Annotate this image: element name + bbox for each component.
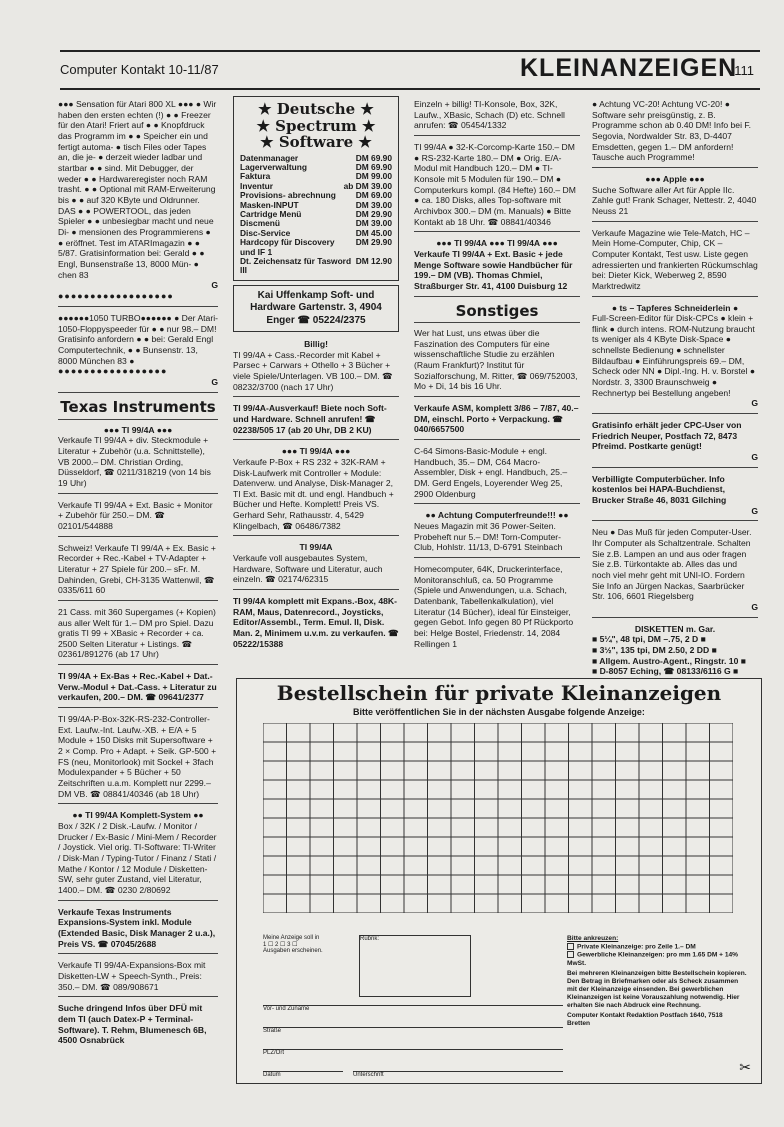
ad-text: Verkaufe TI 99/4A + Ext. Basic + Monitor + Zubehör für 250.– DM. ☎ 02101/544888 bbox=[58, 499, 213, 531]
ad-text: Neues Magazin mit 36 Power-Seiten. Probeheft nur 5.– DM! Torn-Computer-Club, Hohlstr. 11/13, D-6791 Steinbach bbox=[414, 520, 563, 553]
section-heading-ti: Texas Instruments bbox=[58, 396, 218, 420]
ad-text: Gratisinfo erhält jeder CPC-User von Friedrich Neuper, Postfach 72, 8473 Pfreimd. Postkarte genügt! bbox=[592, 420, 742, 452]
product-name: Discmenü bbox=[240, 218, 281, 229]
product-name: Inventur bbox=[240, 180, 274, 191]
signature-label: Unterschrift bbox=[353, 1072, 384, 1078]
product-price: DM 45.00 bbox=[355, 227, 392, 238]
city-label: PLZ/Ort bbox=[263, 1050, 285, 1056]
ad-headline: DISKETTEN m. Gar. bbox=[634, 623, 716, 634]
ad-headline: ● ts – Tapferes Schneiderlein ● bbox=[611, 302, 739, 313]
mail-address: Computer Kontakt Redaktion Postfach 1640, 7518 Bretten bbox=[567, 1011, 723, 1027]
ad-cpc-gratis bbox=[592, 417, 758, 468]
option-private[interactable] bbox=[567, 943, 747, 951]
title-line: ★ Deutsche ★ bbox=[258, 100, 374, 118]
ad-homecomputer bbox=[414, 561, 580, 653]
ad-text: Homecomputer, 64K, Druckerinterface, Monitoranschluß, ca. 50 Programme (Spiele und Anwendungen, u.a. Schach, Datenbank, Tabellenkalkulation), viel Literatur (14 Bücher), ideal für Einsteiger, gegen Gebot. Info gegen 80 Pf Rückporto bei: Helge Bostel, Friedenstr. 14, 2084 Rellingen 1 bbox=[414, 563, 574, 649]
product-price: DM 69.90 bbox=[355, 152, 392, 163]
option-label: Gewerbliche Kleinanzeigen: pro mm 1.65 DM + 14% MwSt. bbox=[567, 951, 739, 967]
info-heading: Bitte ankreuzen: bbox=[567, 935, 619, 942]
ad-text: Verbilligte Computerbücher. Info kostenlos bei HAPA-Buchdienst, Brucker Straße 46, 8031 Gilching bbox=[592, 473, 727, 505]
box-title bbox=[240, 101, 392, 151]
ad-text: Schweiz! Verkaufe TI 99/4A + Ex. Basic + Recorder + Rec.-Kabel + TV-Adapter + Literatur + 27 Spiele für 200.– sFr. M. Dahinden, Grebi, CH-3135 Wattenwil, ☎ 0335/611 60 bbox=[58, 542, 216, 596]
ad-1050-turbo bbox=[58, 310, 218, 393]
title-line: ★ Software ★ bbox=[260, 133, 372, 151]
ad-headline: TI 99/4A bbox=[299, 542, 333, 553]
ad-magazin bbox=[414, 507, 580, 558]
ad-text: Wer hat Lust, uns etwas über die Faszination des Computers für eine wissenschaftliche Studie zu erzählen (Raum Frankfurt)? Institut für Sozialforschung, M. Ritter, ☎ 069/752003, Mo + Di, 14 bis 16 Uhr. bbox=[414, 328, 578, 392]
ad-row: ■ D-8057 Eching, ☎ 08133/6116 G ■ bbox=[592, 666, 739, 677]
ad-tapferes-schneiderlein bbox=[592, 300, 758, 415]
ad-ti-pbox bbox=[233, 443, 399, 536]
date-label: Datum bbox=[263, 1072, 281, 1078]
city-field[interactable] bbox=[263, 1049, 563, 1056]
product-price: DM 12.90 bbox=[355, 255, 392, 266]
info-text: Bei mehreren Kleinanzeigen bitte Bestellschein kopieren. Den Betrag in Briefmarken oder als Scheck zusammen mit der Kleinanzeige einsenden. Bei gewerblichen Kleinanzeigen ist keine Vorauszahlung notwendig. Hier erhalten Sie nach Abdruck eine Rechnung. bbox=[567, 969, 747, 1009]
ad-text: Verkaufe voll ausgebautes System, Hardware, Software und Literatur, auch einzeln. ☎ 02174/62315 bbox=[233, 553, 383, 585]
magazine-issue: Computer Kontakt 10-11/87 bbox=[60, 62, 219, 77]
name-label: Vor- und Zuname bbox=[263, 1006, 310, 1012]
ad-ti-duisburg bbox=[414, 235, 580, 296]
column-2 bbox=[233, 96, 399, 656]
ad-text: ● Achtung VC-20! Achtung VC-20! ● Software sehr preisgünstig, z. B. Programme schon ab 0.40 DM! Info bei F. Segovia, Nordwalder Str. 83, D-4407 Emsdetten, gegen 1.– DM anfordern! Tausche auch Programme! bbox=[592, 99, 752, 163]
ad-text: ●●●●●●1050 TURBO●●●●●● ● Der Atari-1050-Floppyspeeder für ● ● nur 98.– DM! Gratisinfo anfordern ● ● bei: Gerald Engl Computertechnik, ● ● Bunsenstr. 13, 8000 München 83 ● bbox=[58, 312, 218, 366]
street-label: Straße bbox=[263, 1028, 282, 1034]
times-options[interactable]: 1 ☐ 2 ☐ 3 ☐ bbox=[263, 942, 298, 948]
ad-ausverkauf bbox=[233, 400, 399, 440]
product-price: DM 99.00 bbox=[355, 171, 392, 182]
ad-text: Verkaufe Texas Instruments Expansions-System inkl. Module (Extended Basic, Disk Manager 2 u.a.), Preis VS. ☎ 07045/2688 bbox=[58, 906, 216, 949]
ad-row: ■ Allgem. Austro-Agent., Ringstr. 10 ■ bbox=[592, 655, 746, 666]
ad-ti-4 bbox=[58, 604, 218, 665]
ad-mark: G bbox=[211, 377, 218, 388]
ad-mark: G bbox=[751, 505, 758, 516]
ad-spectrum-software bbox=[233, 96, 399, 281]
ad-ti-8 bbox=[58, 904, 218, 955]
ad-ti-system bbox=[233, 539, 399, 590]
vendor-address: Kai Uffenkamp Soft- und Hardware Gartenstr. 3, 4904 Enger ☎ 05224/2375 bbox=[233, 285, 399, 332]
column-1 bbox=[58, 96, 218, 1053]
ad-mark: G bbox=[751, 601, 758, 612]
product-price: ab DM 39.00 bbox=[343, 180, 392, 191]
ad-ti-7 bbox=[58, 807, 218, 900]
ad-headline: ●●● TI 99/4A ●●● bbox=[103, 424, 173, 435]
option-label: Private Kleinanzeige: pro Zeile 1.– DM bbox=[577, 943, 696, 951]
page-number: 111 bbox=[734, 63, 754, 78]
ad-ti-6 bbox=[58, 711, 218, 804]
ad-text: Suche Software aller Art für Apple IIc. Zahle gut! Frank Schager, Nettestr. 2, 4040 Neuss 21 bbox=[592, 184, 757, 216]
column-3 bbox=[414, 96, 580, 656]
ad-asm bbox=[414, 400, 580, 440]
street-field[interactable] bbox=[263, 1027, 563, 1034]
ad-ti-parts bbox=[414, 139, 580, 232]
section-heading-sonstiges: Sonstiges bbox=[414, 300, 580, 324]
ad-ti-1 bbox=[58, 422, 218, 494]
ad-text: 21 Cass. mit 360 Supergames (+ Kopien) aus aller Welt für 1.– DM pro Spiel. Dazu gratis TI 99 + XBasic + Recorder + ca. 2500 Selten Literatur + Listings. ☎ 02361/891276 (ab 17 Uhr) bbox=[58, 606, 216, 660]
ad-headline: ●● TI 99/4A Komplett-System ●● bbox=[72, 810, 204, 821]
rubrik-field[interactable] bbox=[359, 935, 471, 997]
product-name: Datenmanager bbox=[240, 152, 299, 163]
ad-text: C-64 Simons-Basic-Module + engl. Handbuch, 35.– DM, C64 Macro-Assembler, Disk + engl. Handbuch, 25.– DM. Gerd Engels, Loyerender Weg 25, 2900 Oldenburg bbox=[414, 446, 568, 499]
ad-ti-9 bbox=[58, 957, 218, 997]
price-row bbox=[240, 257, 392, 276]
form-title: Bestellschein für private Kleinanzeigen bbox=[276, 681, 722, 705]
product-price: DM 39.00 bbox=[355, 218, 392, 229]
ad-headline: ●●● TI 99/4A ●●● bbox=[281, 446, 351, 457]
ad-text: Verkaufe TI 99/4A + Ext. Basic + jede Menge Software sowie Handbücher für 199.– DM (VB). Thomas Chmiel, Straßburger Str. 41, 4100 Duisburg 12 bbox=[414, 248, 573, 291]
ad-headline: Billig! bbox=[304, 338, 328, 349]
ad-c64 bbox=[414, 443, 580, 504]
ad-text: Verkaufe ASM, komplett 3/86 – 7/87, 40.– DM, einschl. Porto + Verpackung. ☎ 040/6657500 bbox=[414, 403, 579, 435]
checkbox[interactable] bbox=[567, 951, 574, 958]
ad-text: Suche dringend Infos über DFÜ mit dem TI (auch Datex-P + Terminal-Software). T. Rehm, Blumenesch 6B, 4500 Osnabrück bbox=[58, 1003, 207, 1046]
scissors-icon: ✂ bbox=[739, 1059, 751, 1075]
order-form bbox=[236, 678, 762, 1084]
date-field[interactable] bbox=[263, 1071, 343, 1078]
times-label: Meine Anzeige soll in bbox=[263, 935, 320, 941]
ad-vc20 bbox=[592, 96, 758, 168]
ad-text: Box / 32K / 2 Disk.-Laufw. / Monitor / Drucker / Ex-Basic / Mini-Mem / Recorder / Joystick. Viel orig. TI-Software: TI-Writer / Disk-Man / Typing-Tutor / Finanz / Stati / Mathe / Kontor / 12 Module / Disketten-SW, sehr guter Zustand, viel Literatur, 1400.– DM. ☎ 0230 2/80692 bbox=[58, 821, 217, 895]
times-suffix: Ausgaben erscheinen. bbox=[263, 948, 323, 954]
ad-mark: G bbox=[211, 280, 218, 291]
title-line: ★ Spectrum ★ bbox=[256, 116, 376, 135]
ad-text: Verkaufe TI 99/4A-Expansions-Box mit Disketten-LW + Speech-Synth., Preis: 350.– DM. ☎ 089/908671 bbox=[58, 960, 206, 992]
ad-text: TI 99/4A komplett mit Expans.-Box, 48K-RAM, Maus, Datenrecord., Joysticks, Editor/Assembl., Term. Emul. II, Disk. Man. 2, Minimem u.v.m. zu verkaufen. ☎ 05222/15388 bbox=[233, 596, 399, 649]
ad-text: TI 99/4A + Cass.-Recorder mit Kabel + Parsec + Carwars + Othello + 3 Bücher + viele Spiele/Unterlagen. VB 100.– DM. ☎ 08232/3700 (nach 17 Uhr) bbox=[233, 349, 393, 392]
rubrik-label: Rubrik: bbox=[360, 936, 380, 942]
ad-ti-2 bbox=[58, 497, 218, 537]
ad-text: Full-Screen-Editor für Disk-CPCs ● klein + flink ● durch intens. ROM-Nutzung braucht ts weniger als 4 KByte Disk-Space ● schnellste Bedienung ● schnellster Bildaufbau ● Einführungspreis 69.– DM, Scheck oder NN ● Dipl.-Ing. H. v. Borstel ● Nordstr. 3, 3300 Braunschweig ● Rechnertyp bei Bestellung angeben! bbox=[592, 313, 756, 398]
ad-dots: ●●●●●●●●●●●●●●●●● bbox=[58, 366, 168, 377]
ad-text: TI 99/4A ● 32-K-Corcomp-Karte 150.– DM ● RS-232-Karte 180.– DM ● Orig. E/A-Modul mit Handbuch 120.– DM ● TI-Konsole mit 5 Modulen für 190.– DM ● Computerkurs kompl. (84 Hefte) 160.– DM ● ca. 180 Disks, alles Top-software mit Archivbox 300.– DM (m. Manuals) ● Bitte Kontakt ab 18 Uhr. ☎ 08841/40346 bbox=[414, 141, 576, 227]
ad-text: TI 99/4A + Ex-Bas + Rec.-Kabel + Dat.- Verw.-Modul + Dat.-Cass. + Literatur zu verkaufen, 200.– DM. ☎ 09641/2377 bbox=[58, 671, 217, 703]
ad-studie bbox=[414, 325, 580, 397]
ad-apple bbox=[592, 171, 758, 222]
product-name: Dt. Zeichensatz für Tasword III bbox=[240, 255, 352, 276]
ad-text: Verkaufe TI 99/4A + div. Steckmodule + Literatur + Zubehör (u.a. Schnittstelle), VB 2000.– DM. Christian Ording, Düsseldorf, ☎ 0211/318219 (von 14 bis 19 Uhr) bbox=[58, 435, 211, 488]
product-price: DM 29.90 bbox=[355, 208, 392, 219]
ad-ti-10 bbox=[58, 1000, 218, 1050]
ad-magazine-sale bbox=[592, 225, 758, 297]
ad-row: ■ 5¼", 48 tpi, DM –.75, 2 D ■ bbox=[592, 634, 706, 645]
ad-headline: ●●● TI 99/4A ●●● TI 99/4A ●●● bbox=[436, 238, 558, 249]
ad-headline: ●●● Apple ●●● bbox=[645, 173, 705, 184]
ad-text: ●●● Sensation für Atari 800 XL ●●● ● Wir haben den ersten echten (!) ● ● Freezer für den Atari! Friert auf ● ● Knopfdruck das Programm im ● ● Speicher ein und fertigt automa- ● tisch Files oder Tapes an, die je- ● derzeit wieder ladbar und startbar ● ● sind. Mit Debugger, der weder ● ● Hardwareregister noch RAM trasht. ● ● Optional mit RAM-Erweiterung bis ● ● auf 320 KByte und Oldrunner. DAS ● ● POWERTOOL, das jeden Spieler ● ● unbesiegbar macht und neue Di- ● mensionen des Programmierens ● ● eröffnet. Test im ATARImagazin ● ● 5/87. Gratisinformation bei: Gerald ● ● Engl, Bunsenstraße 13, 8000 Mün- ● chen 83 bbox=[58, 99, 217, 280]
ad-atari-freezer bbox=[58, 96, 218, 307]
ad-text: Einzeln + billig! TI-Konsole, Box, 32K, Laufw., XBasic, Schach (D) etc. Schnell anrufen: ☎ 05454/1332 bbox=[414, 99, 565, 131]
form-subtitle: Bitte veröffentlichen Sie in der nächsten Ausgabe folgende Anzeige: bbox=[353, 707, 645, 717]
product-name: Lagerverwaltung bbox=[240, 161, 308, 172]
column-4 bbox=[592, 96, 758, 684]
ad-headline: ●● Achtung Computerfreunde!!! ●● bbox=[425, 510, 569, 521]
ad-uni-io bbox=[592, 524, 758, 617]
ad-text: Neu ● Das Muß für jeden Computer-User. Ihr Computer als Schaltzentrale. Schalten Sie z.B. Lampen an und aus oder fragen Sie z.B. Türkontakte ab. Alles das und noch viel mehr geht mit UNI-IO. Fordern Sie Info an Jürgen Nackas, Saarbrücker Str. 106, 6601 Riegelsberg bbox=[592, 527, 752, 602]
times-block bbox=[263, 935, 353, 954]
product-price: DM 39.00 bbox=[355, 199, 392, 210]
ad-ti-3 bbox=[58, 540, 218, 601]
product-name: Faktura bbox=[240, 171, 271, 182]
ad-einzeln bbox=[414, 96, 580, 136]
ad-disketten bbox=[592, 621, 758, 681]
section-title: KLEINANZEIGEN bbox=[520, 54, 738, 82]
product-price: DM 29.90 bbox=[355, 237, 392, 248]
product-name: Provisions- abrechnung bbox=[240, 190, 336, 201]
ad-text-grid[interactable] bbox=[263, 723, 733, 913]
ad-ti-5 bbox=[58, 668, 218, 708]
ad-text: Verkaufe Magazine wie Tele-Match, HC – Mein Home-Computer, Chip, CK – Computer Kontakt, Test usw. Liste gegen adressierten und frankierten Rückumschlag bei: Dieter Kick, Weberweg 2, 8590 Marktredwitz bbox=[592, 227, 758, 291]
ad-text: Verkaufe P-Box + RS 232 + 32K-RAM + Disk-Laufwerk mit Controller + Module: Datenverw. und Analyse, Disk-Manager 2, TI Ext. Basic mit dt. und engl. Handbuch + Bücher und Hefte. Komplett! Preis VS. Gerhard Sehr, Rathausstr. 4, 5429 Klingelbach, ☎ 06486/7382 bbox=[233, 456, 394, 531]
product-name: Masken-INPUT bbox=[240, 199, 299, 210]
form-info bbox=[567, 935, 747, 1028]
checkbox[interactable] bbox=[567, 943, 574, 950]
ad-dots: ●●●●●●●●●●●●●●●●●● bbox=[58, 290, 174, 301]
signature-field[interactable] bbox=[353, 1071, 563, 1078]
ad-mark: G bbox=[751, 398, 758, 409]
option-commercial[interactable] bbox=[567, 951, 747, 967]
ad-billig bbox=[233, 336, 399, 397]
ad-hapa bbox=[592, 471, 758, 522]
product-price: DM 69.00 bbox=[355, 190, 392, 201]
ad-ti-komplett bbox=[233, 593, 399, 653]
price-row bbox=[240, 238, 392, 257]
product-name: Cartridge Menü bbox=[240, 208, 302, 219]
name-field[interactable] bbox=[263, 1005, 563, 1012]
product-name: Hardcopy für Discovery und IF 1 bbox=[240, 237, 335, 257]
ad-mark: G bbox=[751, 452, 758, 463]
page-header bbox=[60, 50, 760, 90]
ad-text: TI 99/4A-P-Box-32K-RS-232-Controller-Ext. Laufw.-Int. Laufw.-XB. + E/A + 5 Module + 150 Disks mit Supersoftware + 2 × Comp. Pro + Adapt. + Seik. GP-500 + FS (neu, Monitorlook) mit Sockel + 3fach Modulexpander + 5 Bücher + 50 Zeitschriften u.a.m. Komplett nur 2299.– DM VB. ☎ 08841/40346 (ab 18 Uhr) bbox=[58, 714, 217, 799]
product-name: Disc-Service bbox=[240, 227, 291, 238]
ad-text: TI 99/4A-Ausverkauf! Biete noch Soft- und Hardware. Schnell anrufen! ☎ 02238/505 17 (ab 20 Uhr, DB 2 KU) bbox=[233, 403, 387, 435]
price-list bbox=[240, 154, 392, 276]
product-price: DM 69.90 bbox=[355, 161, 392, 172]
ad-row: ■ 3½", 135 tpi, DM 2.50, 2 DD ■ bbox=[592, 644, 717, 655]
